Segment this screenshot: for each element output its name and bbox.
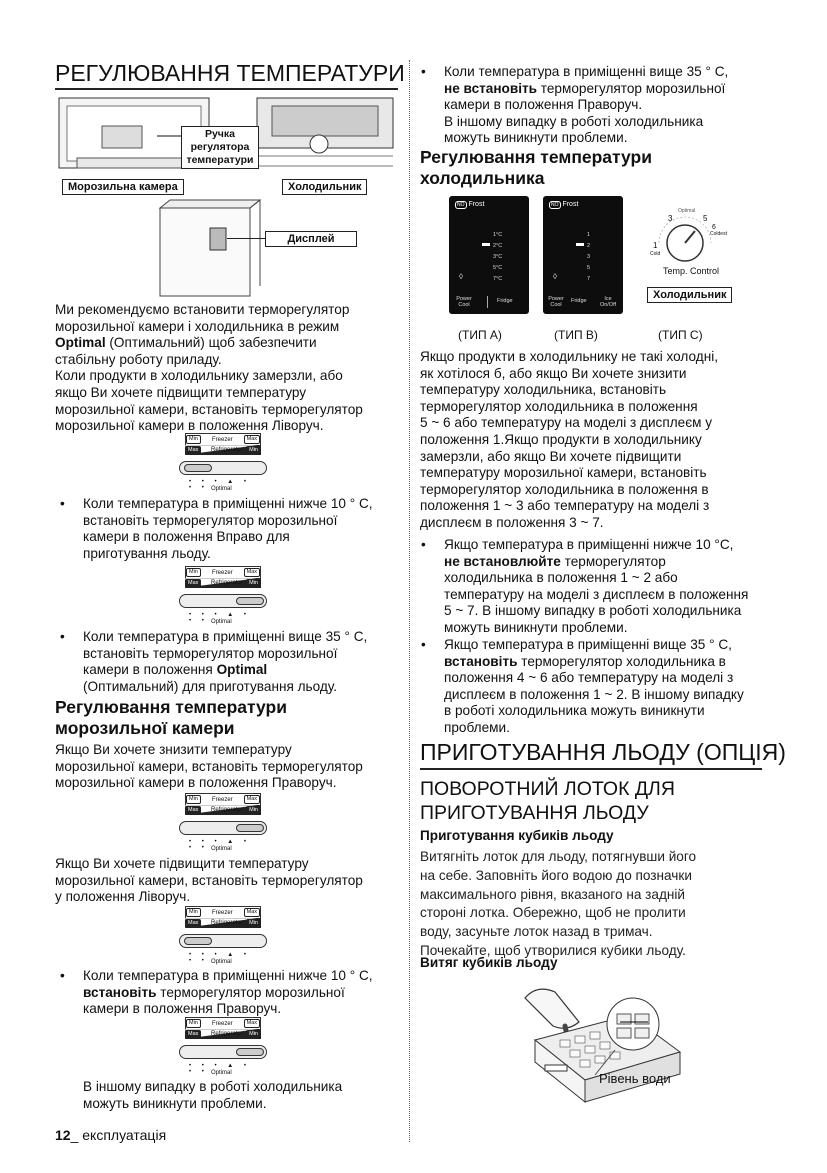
display-label: Дисплей <box>265 231 357 247</box>
display-panel-type-b: NO Frost 1 2 3 5 7 ◊ Power Cool Fridge Ice On/Off <box>543 196 623 314</box>
ice-cubes-text: Витягніть лоток для льоду, потягнувши його на себе. Заповніть його водою до позначки максимального рівня, вказаного на задній стороні лотка. Обережно, щоб не пролити воду, засуньте лоток назад в тримач. Почекайте, щоб утворилися кубики льоду. <box>420 849 697 958</box>
warning-text: В іншому випадку в роботі холодильника можуть виникнути проблеми. <box>83 1079 343 1111</box>
dial-num-1: 1 <box>653 241 658 250</box>
dial-num-3: 3 <box>668 214 673 223</box>
handle-label: Ручка регулятора температури <box>181 126 259 169</box>
display-pointer <box>227 238 265 239</box>
freezer-slider-left: Min Freezer Max Max Refrigerator Min • • • ▲ • • • Optimal <box>177 433 269 495</box>
bullet-fridge-hot: • Якщо температура в приміщенні вище 35 ° С, встановіть терморегулятор холодильника в положення 4 ~ 6 або температуру на моделі з дисплеєм в положення 1 ~ 2. В іншому випадку в роботі холодильника можуть виникнути проблеми. <box>421 637 744 735</box>
dial-coldest-label: Coldest <box>710 231 727 237</box>
bullet-freezer-hot: • Коли температура в приміщенні вище 35 ° С, встановіть терморегулятор морозильної камери в положення Optimal (Оптимальний) для приготування льоду. <box>60 629 368 694</box>
ice-extract-title: Витяг кубиків льоду <box>420 955 558 970</box>
freezer-slider-raise: Min Freezer Max Max Refrigerator Min • • • ▲ • • • Optimal <box>177 906 269 968</box>
dial-cold-label: Cold <box>650 251 661 257</box>
fridge-dial-label: Холодильник <box>647 287 732 303</box>
page-title: РЕГУЛЮВАННЯ ТЕМПЕРАТУРИ <box>55 60 405 86</box>
bullet-freezer-cold-2: • Коли температура в приміщенні нижче 10 ° С, встановіть терморегулятор морозильної камери в положення Праворуч. <box>60 968 373 1017</box>
freezer-slider-cold: Min Freezer Max Max Refrigerator Min • • • ▲ • • • Optimal <box>177 1017 269 1079</box>
freezer-subtitle: Регулювання температури морозильної камери <box>55 697 287 738</box>
dial-num-5: 5 <box>703 214 708 223</box>
slider-track <box>179 461 267 475</box>
fridge-subtitle: Регулювання температури холодильника <box>420 147 652 188</box>
bullet-freezer-hot-2: • Коли температура в приміщенні вище 35 ° С, не встановіть терморегулятор морозильної камери в положення Праворуч. В іншому випадку в роботі холодильника можуть виникнути проблеми. <box>421 64 729 146</box>
ice-tray-illustration <box>505 980 685 1110</box>
type-a-label: (ТИП А) <box>458 328 502 342</box>
title-rule <box>55 88 398 90</box>
dial-caption: Temp. Control <box>663 266 720 276</box>
slider-track <box>179 1045 267 1059</box>
freezer-slider-right: Min Freezer Max Max Refrigerator Min • • • ▲ • • • Optimal <box>177 566 269 628</box>
freezer-raise-text: Якщо Ви хочете підвищити температуру морозильної камери, встановіть терморегулятор у положення Ліворуч. <box>55 856 363 905</box>
dial-optimal-label: Optimal <box>678 208 696 214</box>
ice-cubes-title: Приготування кубиків льоду <box>420 828 614 843</box>
type-b-label: (ТИП В) <box>554 328 598 342</box>
intro-text: Ми рекомендуємо встановити терморегулятор морозильної камери і холодильника в режим Optimal (Оптимальний) щоб забезпечити стабільну роботу приладу. Коли продукти в холодильнику замерзли, або якщо Ви хочете підвищити температуру морозильної камери, встановіть терморегулятор морозильної камери в положення Ліворуч. <box>55 302 363 434</box>
type-c-label: (ТИП С) <box>658 328 703 342</box>
water-level-label: Рівень води <box>599 1071 671 1086</box>
tray-section-title: ПОВОРОТНИЙ ЛОТОК ДЛЯ ПРИГОТУВАННЯ ЛЬОДУ <box>420 778 675 824</box>
water-drop-icon: ◊ <box>553 272 557 281</box>
column-divider <box>409 60 410 1142</box>
freezer-label: Морозильна камера <box>62 179 184 195</box>
bullet-fridge-cold: • Якщо температура в приміщенні нижче 10 °С, не встановлюйте терморегулятор холодильника в положення 1 ~ 2 або температуру на моделі з дисплеєм в положення 5 ~ 7. В іншому випадку в роботі холодильника можуть виникнути проблеми. <box>421 537 749 635</box>
temp-control-dial <box>645 205 725 275</box>
fridge-label: Холодильник <box>282 179 367 195</box>
display-panel-type-a: NO Frost 1°C 2°C 3°C 5°C 7°C ◊ Power Cool Fridge <box>449 196 529 314</box>
ice-title-rule <box>420 768 762 770</box>
slider-track <box>179 594 267 608</box>
ice-section-title: ПРИГОТУВАННЯ ЛЬОДУ (ОПЦІЯ) <box>420 739 786 765</box>
fridge-adjust-text: Якщо продукти в холодильнику не такі холодні, як хотілося б, або якщо Ви хочете знизити температуру холодильника, встановіть терморегулятор холодильника в положення 5 ~ 6 або температуру на моделі з дисплеєм у положення 1.Якщо продукти в холодильнику замерзли, або якщо Ви хочете підвищити температуру морозильної камери, встановіть терморегулятор холодильника в положення в положення 1 ~ 3 або температуру на моделі з дисплеєм в положення 3 ~ 7. <box>420 349 719 530</box>
freezer-slider-lower: Min Freezer Max Max Refrigerator Min • • • ▲ • • • Optimal <box>177 793 269 855</box>
bullet-freezer-cold: • Коли температура в приміщенні нижче 10 ° С, встановіть терморегулятор морозильної камери в положення Вправо для приготування льоду. <box>60 496 373 561</box>
fridge-exterior-illustration <box>150 198 270 298</box>
slider-track <box>179 821 267 835</box>
water-drop-icon: ◊ <box>459 272 463 281</box>
slider-track <box>179 934 267 948</box>
dial-num-6: 6 <box>712 224 716 231</box>
page-footer: 12_ експлуатація <box>55 1127 167 1143</box>
freezer-lower-text: Якщо Ви хочете знизити температуру морозильної камери, встановіть терморегулятор морозильної камери в положення Праворуч. <box>55 742 363 791</box>
